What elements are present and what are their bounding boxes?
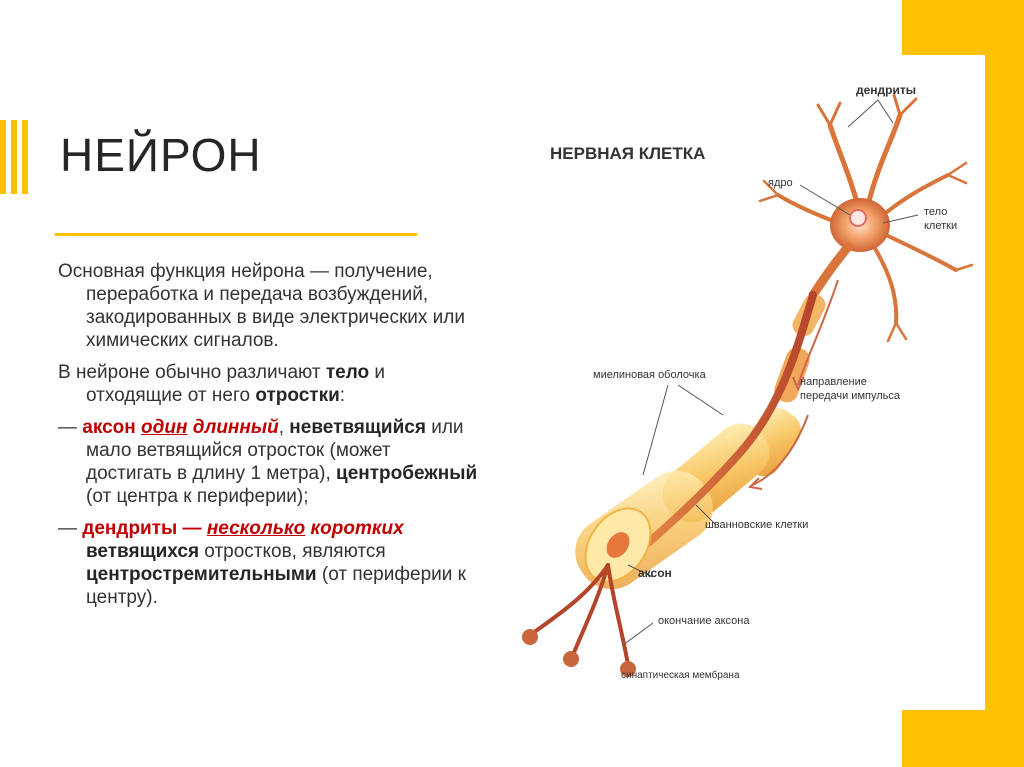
accent-bar [22,120,28,194]
term-centrifugal: центробежный [336,463,478,484]
label-nucleus: ядро [768,177,793,189]
diagram-heading: НЕРВНАЯ КЛЕТКА [550,144,706,163]
label-axon: аксон [638,566,672,580]
term-unbranched: неветвящийся [289,417,426,438]
label-myelin: миелиновая оболочка [593,369,706,381]
slide-title: НЕЙРОН [60,129,262,181]
parts-text: В нейроне обычно различают [58,362,326,383]
neuron-diagram [478,55,985,710]
bullet-dash: — [58,518,83,539]
paragraph-axon [58,416,478,508]
punctuation: , [278,417,284,438]
label-cell-body-2: клетки [924,220,958,232]
term-dash: — [177,518,207,539]
term-branching: ветвящихся [86,541,200,562]
label-schwann: шванновские клетки [705,519,809,531]
slide-body [58,260,478,618]
term-axon: аксон [82,417,136,438]
accent-bar [11,120,17,194]
parts-text: : [339,385,346,406]
label-dendrites: дендриты [856,83,916,97]
term-body: тело [325,362,370,383]
label-cell-body: тело [924,206,948,218]
axon-hillock [813,247,848,295]
bullet-dash: — [58,417,83,438]
term-dendrites: дендриты [82,518,178,539]
label-synaptic: синаптическая мембрана [621,670,740,681]
title-underline [55,233,417,236]
label-direction: направление [800,376,867,388]
term-long: длинный [187,417,279,438]
synaptic-terminal [522,629,538,645]
paragraph-main-function [58,260,478,352]
dendrite-text: (от периферии к центру). [86,564,466,608]
term-processes: отростки [255,385,340,406]
synaptic-terminal [563,651,579,667]
label-axon-end: окончание аксона [658,615,750,627]
parts-text: и отходящие от него [86,362,386,406]
main-function-text: Основная функция нейрона — получение, переработка и передача возбуждений, закодированных в виде электрических или химических сигналов. [58,261,465,351]
term-several: несколько [206,518,306,539]
axon-text: (от центра к периферии); [86,486,309,507]
axon-text: или мало ветвящийся отросток (может достигать в длину 1 метра), [86,417,464,484]
term-short: коротких [305,518,404,539]
dendrite-text: отростков, являются [199,541,386,562]
label-direction-2: передачи импульса [800,390,900,402]
paragraph-parts [58,361,478,407]
term-one: один [141,417,188,438]
accent-bar [0,120,6,194]
paragraph-dendrites [58,517,478,609]
term-centripetal: центростремительными [86,564,317,585]
nucleus [850,210,866,226]
